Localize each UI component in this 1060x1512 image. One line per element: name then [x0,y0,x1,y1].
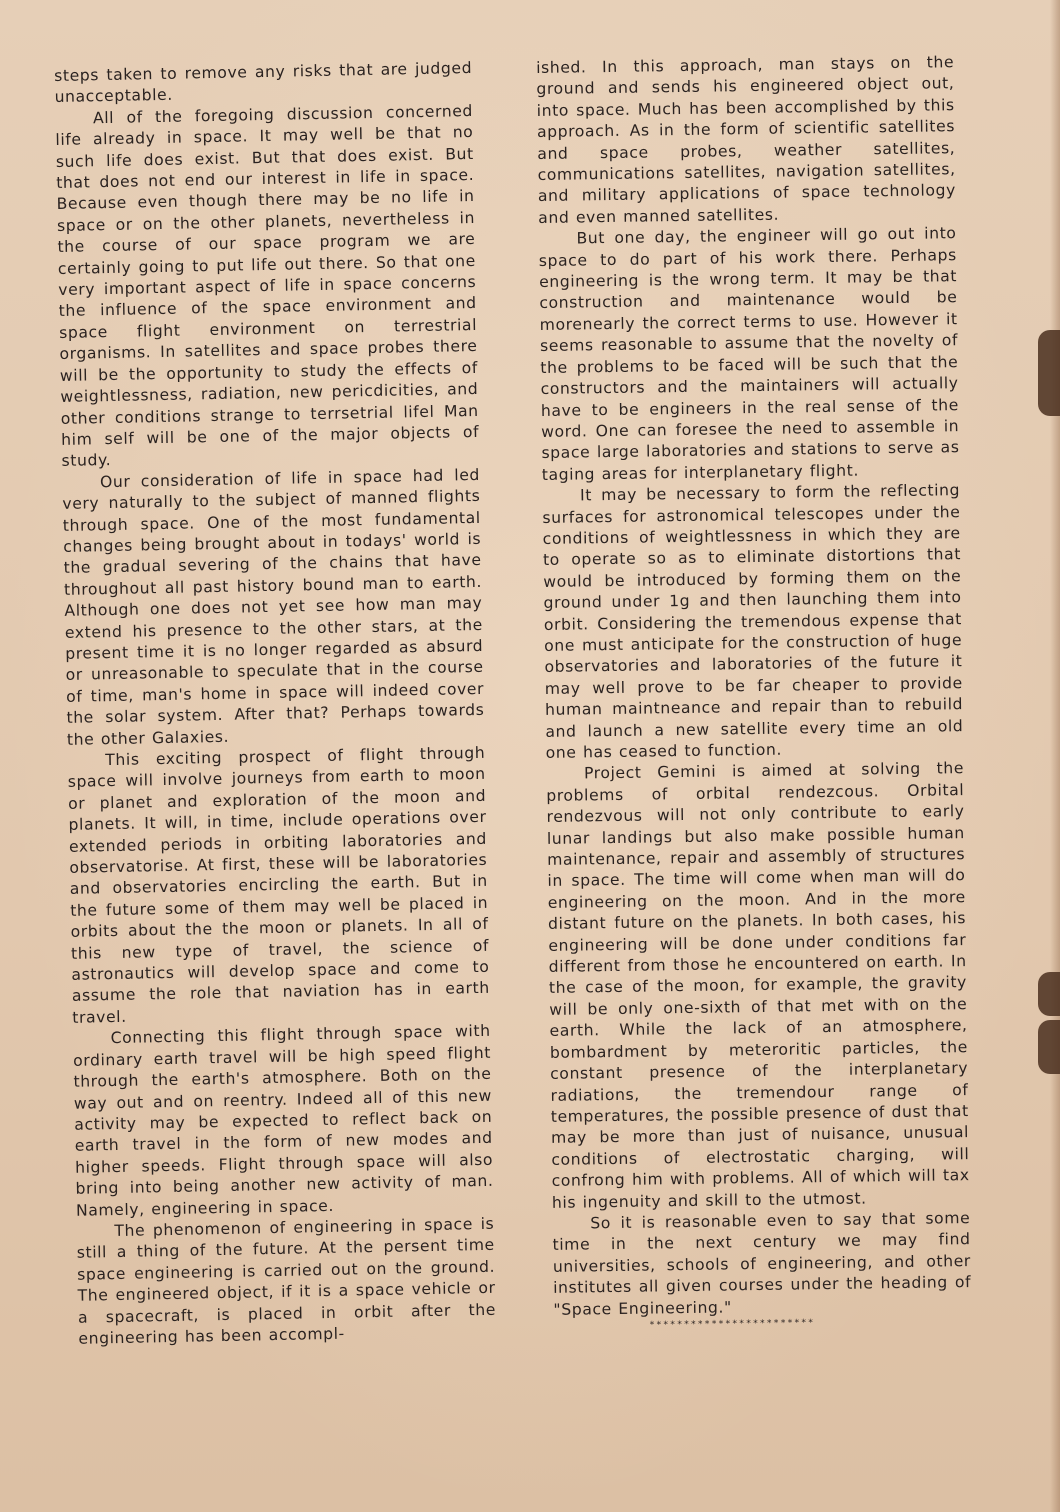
left-paragraph-4: This exciting prospect of flight through space will involve journeys from earth to moon or planet and exploration of the moon and planets. It will, in time, include operations over extended periods in orbiting laboratories and observatorise. At first, these will be laboratories and observatories encircling the earth. But in the future some of them may well be placed in orbits about the the moon or planets. In all of this new type of travel, the science of astronautics will develop space and come to assume the role that naviation has in earth travel. [67,743,490,1027]
left-paragraph-1: steps taken to remove any risks that are judged unacceptable. [54,58,473,107]
page-edge-shadow [1050,0,1060,1512]
binding-stain-middle [1038,972,1060,1016]
right-paragraph-2: But one day, the engineer will go out into space to do part of his work there. Perhaps engineering is the wrong term. It may be that construction and maintenance would be morenearly the correct terms to use. However it seems reasonable to assume that the novelty of the problems to be faced will be such that the constructors and the maintainers will actually have to be engineers in the real sense of the word. One can foresee the need to assemble in space large laboratories and stations to serve as taging areas for interplanetary flight. [538,224,960,484]
right-paragraph-5: So it is reasonable even to say that some time in the next century we may find universities, schools of engineering, and other institutes all given courses under the heading of "Space Engineering." [552,1208,972,1319]
right-paragraph-3: It may be necessary to form the reflecting surfaces for astronomical telescopes under the conditions of weightlessness in which they are to operate so as to eliminate distortions that would be introduced by forming them on the ground under 1g and then launching them into orbit. Considering the tremendous expense that one must anticipate for the construction of huge observatories and laboratories of the future it may well prove to be far cheaper to provide human maintneance and repair than to rebuild and launch a new satellite every time an old one has ceased to function. [542,481,964,762]
right-paragraph-4: Project Gemini is aimed at solving the problems of orbital rendezcous. Orbital rendezvous will not only contribute to early lunar landings but also make possible human maintenance, repair and assembly of structures in space. The time will come when man will do engineering on the moon. And in the more distant future on the planets. In both cases, his engineering will be done under conditions far different from those he encountered on earth. In the case of the moon, for example, the gravity will be only one-sixth of that met with on the earth. While the lack of an atmosphere, bombardment by meteroritic particles, the constant presence of the interplanetary radiations, the tremendour range of temperatures, the possible presence of dust that may be more than just of nuisance, unusual conditions of electrostatic charging, will confrong him with problems. All of which will tax his ingenuity and skill to the utmost. [546,759,970,1212]
end-of-article-rule: ************************ [649,1318,816,1331]
left-paragraph-2: All of the foregoing discussion concerned life already in space. It may well be that no such life does exist. But that does exist. But that does not end our interest in life in space. Because even though there may be no life in space or on the other planets, nevertheless in the course of our space program we are certainly going to put life out there. So that one very important aspect of life in space concerns the influence of the space environment and space flight environment on terrestrial organisms. In satellites and space probes there will be the opportunity to study the effects of weightlessness, radiation, new pericdicities, and other conditions strange to terrsetrial lifel Man him self will be one of the major objects of study. [55,101,480,471]
left-text-column [54,58,497,1350]
right-paragraph-1: ished. In this approach, man stays on the ground and sends his engineered object out, into space. Much has been accomplished by this approach. As in the form of scientific satellites and space probes, weather satellites, communications satellites, navigation satellites, and military applications of space technology and even manned satellites. [536,53,957,227]
binding-stain-top [1038,330,1060,416]
left-paragraph-3: Our consideration of life in space had led very naturally to the subject of manned flights through space. One of the most fundamental changes being brought about in todays' world is the gradual severing of the chains that have throughout all past history bound man to earth. Although one does not yet see how man may extend his presence to the other stars, at the present time it is no longer regarded as absurd or unreasonable to speculate that in the course of time, man's home in space will indeed cover the solar system. After that? Perhaps towards the other Galaxies. [62,465,485,749]
left-paragraph-5: Connecting this flight through space with ordinary earth travel will be high speed flight through the earth's atmosphere. Both on the way out and on reentry. Indeed all of this new activity may be expected to reflect back on earth travel in the form of new modes and higher speeds. Flight through space will also bring into being another new activity of man. Namely, engineering in space. [72,1022,494,1220]
binding-stain-bottom [1038,1020,1060,1074]
left-paragraph-6: The phenomenon of engineering in space is still a thing of the future. At the persent time space engineering is carried out on the ground. The engineered object, if it is a space vehicle or a spacecraft, is placed in orbit after the engineering has been accompl- [76,1214,497,1348]
right-text-column [536,52,972,1333]
